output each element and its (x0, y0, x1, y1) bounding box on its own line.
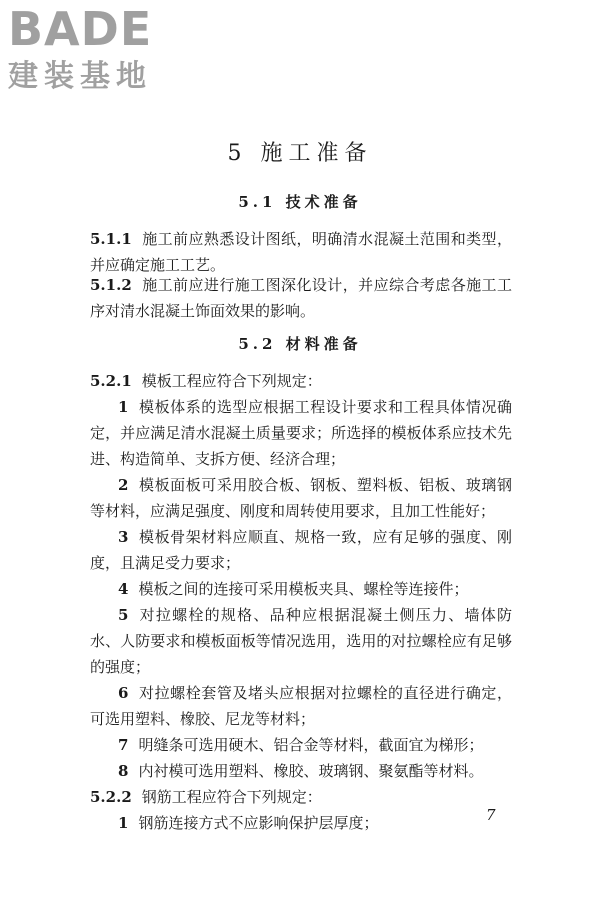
clause-number: 5.2.1 (90, 372, 132, 390)
clause-5-2-2 (90, 784, 512, 810)
clause-text: 模板工程应符合下列规定： (141, 372, 322, 390)
item-text: 钢筋连接方式不应影响保护层厚度； (138, 814, 379, 832)
item-number: 1 (118, 398, 129, 416)
chapter-title: 5 施工准备 (227, 141, 373, 166)
clause-number: 5.1.2 (90, 276, 132, 294)
item-text: 明缝条可选用硬木、铝合金等材料，截面宜为梯形； (138, 736, 484, 754)
item-number: 1 (118, 814, 129, 832)
clause-5-1-2 (90, 272, 512, 324)
item-number: 5 (118, 606, 129, 624)
list-item-5-2-1-5 (90, 602, 512, 680)
item-text: 模板之间的连接可采用模板夹具、螺栓等连接件； (138, 580, 469, 598)
list-item-5-2-2-1 (90, 810, 470, 836)
item-number: 6 (118, 684, 129, 702)
list-item-5-2-1-2 (90, 472, 512, 524)
logo-wordmark: BADE (8, 2, 153, 56)
item-text: 模板面板可采用胶合板、钢板、塑料板、铝板、玻璃钢等材料，应满足强度、刚度和周转使用要求，且加工性能好； (90, 476, 512, 520)
item-text: 模板骨架材料应顺直、规格一致，应有足够的强度、刚度，且满足受力要求； (90, 528, 512, 572)
clause-text: 施工前应熟悉设计图纸，明确清水混凝土范围和类型，并应确定施工工艺。 (90, 230, 512, 274)
list-item-5-2-1-4 (90, 576, 512, 602)
page-number: 7 (486, 806, 496, 824)
clause-number: 5.2.2 (90, 788, 132, 806)
item-text: 对拉螺栓的规格、品种应根据混凝土侧压力、墙体防水、人防要求和模板面板等情况选用，选用的对拉螺栓应有足够的强度； (90, 606, 512, 676)
list-item-5-2-1-1 (90, 394, 512, 472)
item-text: 对拉螺栓套管及堵头应根据对拉螺栓的直径进行确定，可选用塑料、橡胶、尼龙等材料； (90, 684, 512, 728)
clause-text: 施工前应进行施工图深化设计，并应综合考虑各施工工序对清水混凝土饰面效果的影响。 (90, 276, 512, 320)
logo-subtitle: 建装基地 (8, 59, 152, 94)
clause-text: 钢筋工程应符合下列规定： (141, 788, 322, 806)
item-number: 4 (118, 580, 129, 598)
item-number: 2 (118, 476, 129, 494)
list-item-5-2-1-7 (90, 732, 512, 758)
bade-logo (8, 4, 178, 96)
item-text: 内衬模可选用塑料、橡胶、玻璃钢、聚氨酯等材料。 (138, 762, 484, 780)
item-text: 模板体系的选型应根据工程设计要求和工程具体情况确定，并应满足清水混凝土质量要求；所选择的模板体系应技术先进、构造简单、支拆方便、经济合理； (90, 398, 512, 468)
list-item-5-2-1-3 (90, 524, 512, 576)
clause-5-2-1 (90, 368, 512, 394)
item-number: 3 (118, 528, 129, 546)
list-item-5-2-1-6 (90, 680, 512, 732)
section-title-5-1: 5.1 技术准备 (238, 193, 362, 211)
clause-number: 5.1.1 (90, 230, 132, 248)
item-number: 7 (118, 736, 129, 754)
item-number: 8 (118, 762, 129, 780)
list-item-5-2-1-8 (90, 758, 512, 784)
clause-5-1-1 (90, 226, 512, 278)
section-title-5-2: 5.2 材料准备 (238, 335, 362, 353)
